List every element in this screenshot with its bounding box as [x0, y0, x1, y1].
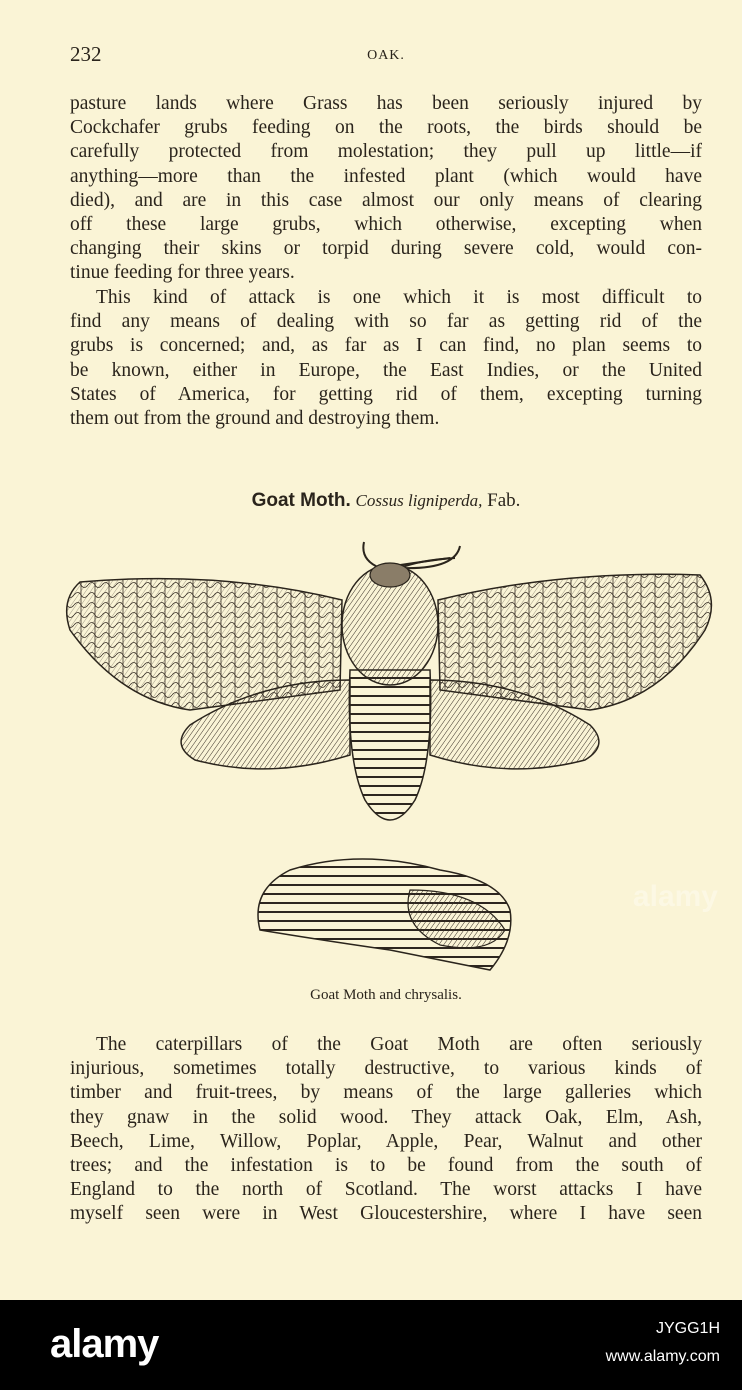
- running-head: OAK.: [367, 48, 405, 63]
- text-line: died), and are in this case almost our only means of clearing: [70, 189, 702, 211]
- text-line: This kind of attack is one which it is most difficult to: [96, 287, 702, 308]
- chrysalis: [258, 859, 511, 970]
- paragraph-1: [70, 92, 702, 286]
- stock-footer-bar: [0, 1300, 742, 1390]
- site-url: www.alamy.com: [605, 1348, 720, 1365]
- page-header: [70, 42, 702, 72]
- text-line: grubs is concerned; and, as far as I can find, no plan seems to: [70, 335, 702, 357]
- text-line: trees; and the infestation is to be found from the south of: [70, 1155, 702, 1177]
- text-line: The caterpillars of the Goat Moth are often seriously: [96, 1034, 702, 1055]
- text-line: timber and fruit-trees, by means of the large galleries which: [70, 1082, 702, 1104]
- figure-caption: Goat Moth and chrysalis.: [310, 987, 462, 1003]
- text-line: off these large grubs, which otherwise, excepting when: [70, 214, 702, 236]
- page-number: 232: [70, 42, 102, 66]
- left-antenna: [363, 542, 450, 568]
- right-antenna: [400, 546, 460, 568]
- text-line: changing their skins or torpid during severe cold, would con-: [70, 238, 702, 260]
- alamy-watermark: alamy: [632, 880, 718, 913]
- moth-head: [370, 563, 410, 587]
- section-heading: [70, 490, 702, 512]
- text-line: they gnaw in the solid wood. They attack Oak, Elm, Ash,: [70, 1106, 702, 1128]
- scientific-name: Cossus ligniperda,: [355, 491, 483, 510]
- text-line: pasture lands where Grass has been seriously injured by: [70, 93, 702, 114]
- text-line: anything—more than the infested plant (which would have: [70, 165, 702, 187]
- image-id: JYGG1H: [655, 1320, 720, 1337]
- text-line: Cockchafer grubs feeding on the roots, the birds should be: [70, 117, 702, 139]
- text-line: States of America, for getting rid of them, excepting turning: [70, 383, 702, 405]
- alamy-logo: alamy: [50, 1322, 159, 1366]
- text-line: injurious, sometimes totally destructive, to various kinds of: [70, 1058, 702, 1080]
- common-name: Goat Moth.: [251, 490, 351, 511]
- text-line: England to the north of Scotland. The worst attacks I have: [70, 1179, 702, 1201]
- text-line: them out from the ground and destroying them.: [70, 408, 440, 430]
- abdomen: [349, 670, 430, 820]
- text-line: carefully protected from molestation; they pull up little—if: [70, 141, 702, 163]
- text-line: be known, either in Europe, the East Indies, or the United: [70, 359, 702, 381]
- paragraph-3: [70, 1033, 702, 1227]
- text-line: find any means of dealing with so far as getting rid of the: [70, 311, 702, 333]
- text-line: tinue feeding for three years.: [70, 262, 295, 284]
- author-abbrev: Fab.: [487, 490, 521, 511]
- goat-moth-illustration: [60, 530, 720, 980]
- text-line: myself seen were in West Gloucestershire, where I have seen: [70, 1203, 702, 1225]
- paragraph-2: [70, 286, 702, 431]
- text-line: Beech, Lime, Willow, Poplar, Apple, Pear, Walnut and other: [70, 1130, 702, 1152]
